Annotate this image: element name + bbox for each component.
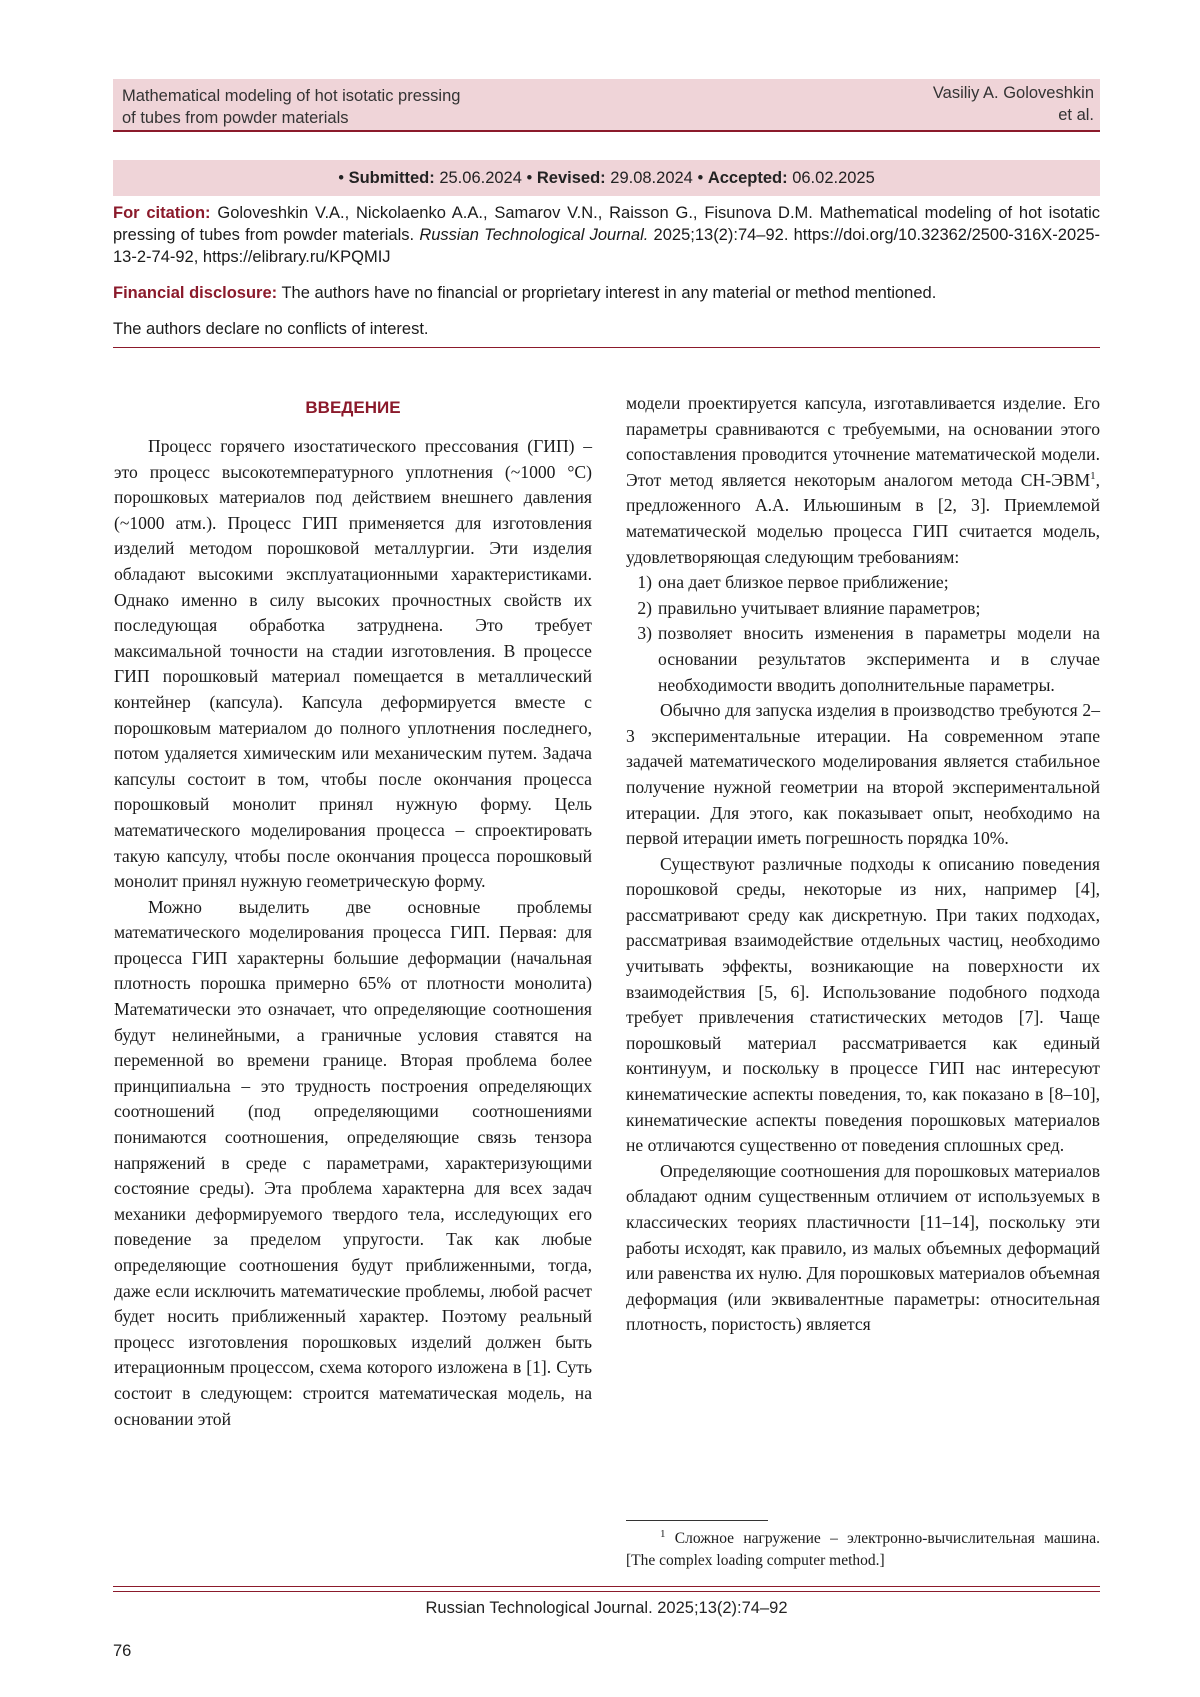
footnote-divider xyxy=(626,1520,768,1521)
dates-bar xyxy=(113,160,1100,196)
paragraph xyxy=(626,391,1100,570)
citation-text: Goloveshkin V.A., Nickolaenko A.A., Samarov V.N., Raisson G., Fisunova D.M. Mathematical modeling of hot isotatic pressing of tubes from powder materials. xyxy=(113,204,1101,244)
list-item xyxy=(626,570,1100,596)
revised-label: Revised: xyxy=(536,169,606,187)
accepted-label: Accepted: xyxy=(707,169,788,187)
right-column xyxy=(626,391,1100,1338)
footer-divider xyxy=(113,1591,1100,1592)
bullet: • xyxy=(526,169,533,187)
conflicts-statement: The authors declare no conflicts of interest. xyxy=(113,320,429,338)
accepted-date: 06.02.2025 xyxy=(792,169,875,187)
list-item xyxy=(626,621,1100,698)
revised-date: 29.08.2024 xyxy=(610,169,693,187)
running-header xyxy=(113,79,1100,132)
paragraph: Процесс горячего изостатического прессования (ГИП) – это процесс высокотемпературного уплотнения (~1000 °С) порошковых материалов под действием внешнего давления (~1000 атм.). Процесс ГИП применяется для изготовления изделий методом порошковой металлургии. Эти изделия обладают высокими эксплуатационными характеристиками. Однако именно в силу высоких прочностных свойств их последующая обработка затруднена. Это требует максимальной точности на стадии изготовления. В процессе ГИП порошковый материал помещается в металлический контейнер (капсула). Капсула деформируется вместе с порошковым материалом до полного уплотнения последнего, потом удаляется химическим или механическим путем. Задача капсулы состоит в том, чтобы после окончания процесса порошковый монолит принял нужную форму. Цель математического моделирования процесса – спроектировать такую капсулу, чтобы после окончания процесса порошковый монолит принял нужную геометрическую форму. xyxy=(114,436,592,892)
bullet: • xyxy=(338,169,344,187)
submitted-date: 25.06.2024 xyxy=(439,169,522,187)
meta-divider xyxy=(113,347,1100,348)
requirements-list xyxy=(626,570,1100,698)
footnote-ref: 1 xyxy=(1090,469,1096,482)
list-item xyxy=(626,596,1100,622)
running-authors xyxy=(834,82,1094,126)
financial-disclosure xyxy=(113,282,1100,304)
running-title-line2: of tubes from powder materials xyxy=(122,109,349,127)
footnote-mark: 1 xyxy=(660,1527,666,1540)
page-number: 76 xyxy=(113,1642,132,1660)
list-number: 1) xyxy=(637,572,652,593)
running-title xyxy=(122,85,642,129)
running-authors-line2: et al. xyxy=(1058,106,1094,124)
running-authors-line1: Vasiliy A. Goloveshkin xyxy=(932,84,1094,102)
citation-links: 2025;13(2):74–92. https://doi.org/10.32362/2500-316X-2025-13-2-74-92, https://elibrary.ru/KPQMIJ xyxy=(113,226,1100,266)
list-text: позволяет вносить изменения в параметры модели на основании результатов эксперимента и в случае необходимости вводить дополнительные параметры. xyxy=(658,623,1100,695)
footnote xyxy=(626,1528,1100,1572)
citation-label: For citation: xyxy=(113,204,211,222)
journal-footer: Russian Technological Journal. 2025;13(2):74–92 xyxy=(425,1599,788,1617)
bullet: • xyxy=(697,169,704,187)
paragraph: Определяющие соотношения для порошковых материалов обладают одним существенным отличием от используемых в классических теориях пластичности [11–14], поскольку эти работы исходят, как правило, из малых объемных деформаций или равенства их нулю. Для порошковых материалов объемная деформация (или эквивалентные параметры: относительная плотность, пористость) является xyxy=(626,1160,1100,1335)
paragraph: Обычно для запуска изделия в производство требуются 2–3 экспериментальные итерации. На современном этапе задачей математического моделирования является стабильное получение нужной геометрии на второй экспериментальной итерации. Для этого, как показывает опыт, необходимо на первой итерации иметь погрешность порядка 10%. xyxy=(626,700,1100,849)
financial-text: The authors have no financial or proprietary interest in any material or method mentioned. xyxy=(281,284,937,302)
citation-block xyxy=(113,202,1100,268)
financial-label: Financial disclosure: xyxy=(113,284,278,302)
list-number: 2) xyxy=(637,597,652,618)
running-title-line1: Mathematical modeling of hot isotatic pressing xyxy=(122,87,461,105)
footer-divider xyxy=(113,1586,1100,1587)
submitted-label: Submitted: xyxy=(348,169,435,187)
list-number: 3) xyxy=(637,623,652,644)
left-column xyxy=(114,397,592,1432)
list-text: она дает близкое первое приближение; xyxy=(658,572,949,593)
list-text: правильно учитывает влияние параметров; xyxy=(658,597,981,618)
footnote-text: Сложное нагружение – электронно-вычислительная машина. [The complex loading computer method.] xyxy=(626,1530,1101,1569)
paragraph: Существуют различные подходы к описанию поведения порошковой среды, некоторые из них, например [4], рассматривают среду как дискретную. При таких подходах, рассматривая взаимодействие отдельных частиц, необходимо учитывать эффекты, возникающие на поверхности их взаимодействия [5, 6]. Использование подобного подхода требует привлечения статистических методов [7]. Чаще порошковый материал рассматривается как единый континуум, и поскольку в процессе ГИП нас интересуют кинематические аспекты поведения, то, как показано в [8–10], кинематические аспекты поведения порошковых материалов не отличаются существенно от поведения сплошных сред. xyxy=(626,853,1100,1156)
paragraph: Можно выделить две основные проблемы математического моделирования процесса ГИП. Первая: для процесса ГИП характерны большие деформации (начальная плотность порошка примерно 65% от плотности монолита) Математически это означает, что определяющие соотношения будут нелинейными, а граничные условия ставятся на переменной во времени границе. Вторая проблема более принципиальна – это трудность построения определяющих соотношений (под определяющими соотношениями понимаются соотношения, определяющие связь тензора напряжений в среде с параметрами, характеризующими состояние среды). Эта проблема характерна для всех задач механики деформируемого твердого тела, исследующих его поведение за пределом упругости. Так как любые определяющие соотношения будут приближенными, тогда, даже если исключить математические проблемы, любой расчет будет носить приближенный характер. Поэтому реальный процесс изготовления порошковых изделий должен быть итерационным процессом, схема которого изложена в [1]. Суть состоит в следующем: строится математическая модель, на основании этой xyxy=(114,896,592,1429)
paragraph-text: модели проектируется капсула, изготавливается изделие. Его параметры сравниваются с требуемыми, на основании этого сопоставления проводится уточнение математической модели. Этот метод является некоторым аналогом метода СН-ЭВМ xyxy=(626,393,1100,490)
paragraph-text: , предложенного А.А. Ильюшиным в [2, 3]. Приемлемой математической моделью процесса ГИП считается модель, удовлетворяющая следующим требованиям: xyxy=(626,469,1100,567)
section-title: ВВЕДЕНИЕ xyxy=(305,398,401,417)
citation-journal: Russian Technological Journal. xyxy=(419,226,649,244)
